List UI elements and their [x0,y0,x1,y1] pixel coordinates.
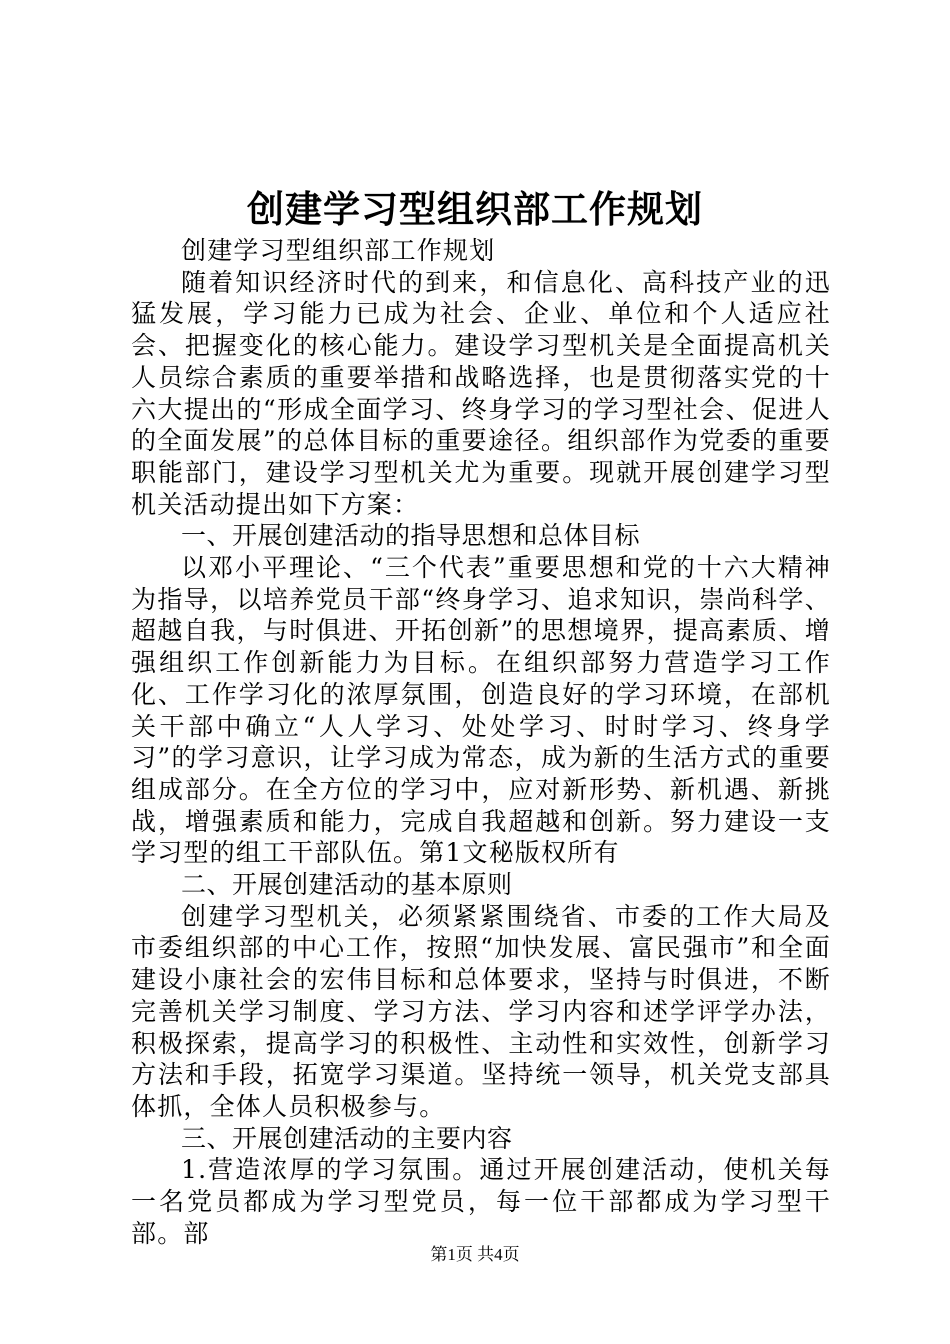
paragraph-section-2: 创建学习型机关，必须紧紧围绕省、市委的工作大局及市委组织部的中心工作，按照“加快发展、富民强市”和全面建设小康社会的宏伟目标和总体要求，坚持与时俱进，不断完善机关学习制度、学习方法、学习内容和述学评学办法，积极探索，提高学习的积极性、主动性和实效性，创新学习方法和手段，拓宽学习渠道。坚持统一领导，机关党支部具体抓，全体人员积极参与。 [131,901,831,1121]
paragraph-subtitle: 创建学习型组织部工作规划 [181,236,496,265]
document-title: 创建学习型组织部工作规划 [247,187,703,231]
section-heading-3: 三、开展创建活动的主要内容 [181,1123,513,1153]
paragraph-section-3-item-1: 1.营造浓厚的学习氛围。通过开展创建活动，使机关每一名党员都成为学习型党员，每一位干部都成为学习型干部。部 [131,1155,831,1248]
paragraph-intro: 随着知识经济时代的到来，和信息化、高科技产业的迅猛发展，学习能力已成为社会、企业、单位和个人适应社会、把握变化的核心能力。建设学习型机关是全面提高机关人员综合素质的重要举措和战略选择，也是贯彻落实党的十六大提出的“形成全面学习、终身学习的学习型社会、促进人的全面发展”的总体目标的重要途径。组织部作为党委的重要职能部门，建设学习型机关尤为重要。现就开展创建学习型机关活动提出如下方案： [131,267,831,519]
paragraph-section-1: 以邓小平理论、“三个代表”重要思想和党的十六大精神为指导，以培养党员干部“终身学习、追求知识，崇尚科学、超越自我，与时俱进、开拓创新”的思想境界，提高素质、增强组织工作创新能力为目标。在组织部努力营造学习工作化、工作学习化的浓厚氛围，创造良好的学习环境，在部机关干部中确立“人人学习、处处学习、时时学习、终身学习”的学习意识，让学习成为常态，成为新的生活方式的重要组成部分。在全方位的学习中，应对新形势、新机遇、新挑战，增强素质和能力，完成自我超越和创新。努力建设一支学习型的组工干部队伍。第1文秘版权所有 [131,553,831,868]
document-body [131,235,831,1250]
section-heading-2: 二、开展创建活动的基本原则 [181,870,513,900]
page-footer: 第1页 共4页 [430,1245,520,1264]
section-heading-1: 一、开展创建活动的指导思想和总体目标 [181,521,641,551]
